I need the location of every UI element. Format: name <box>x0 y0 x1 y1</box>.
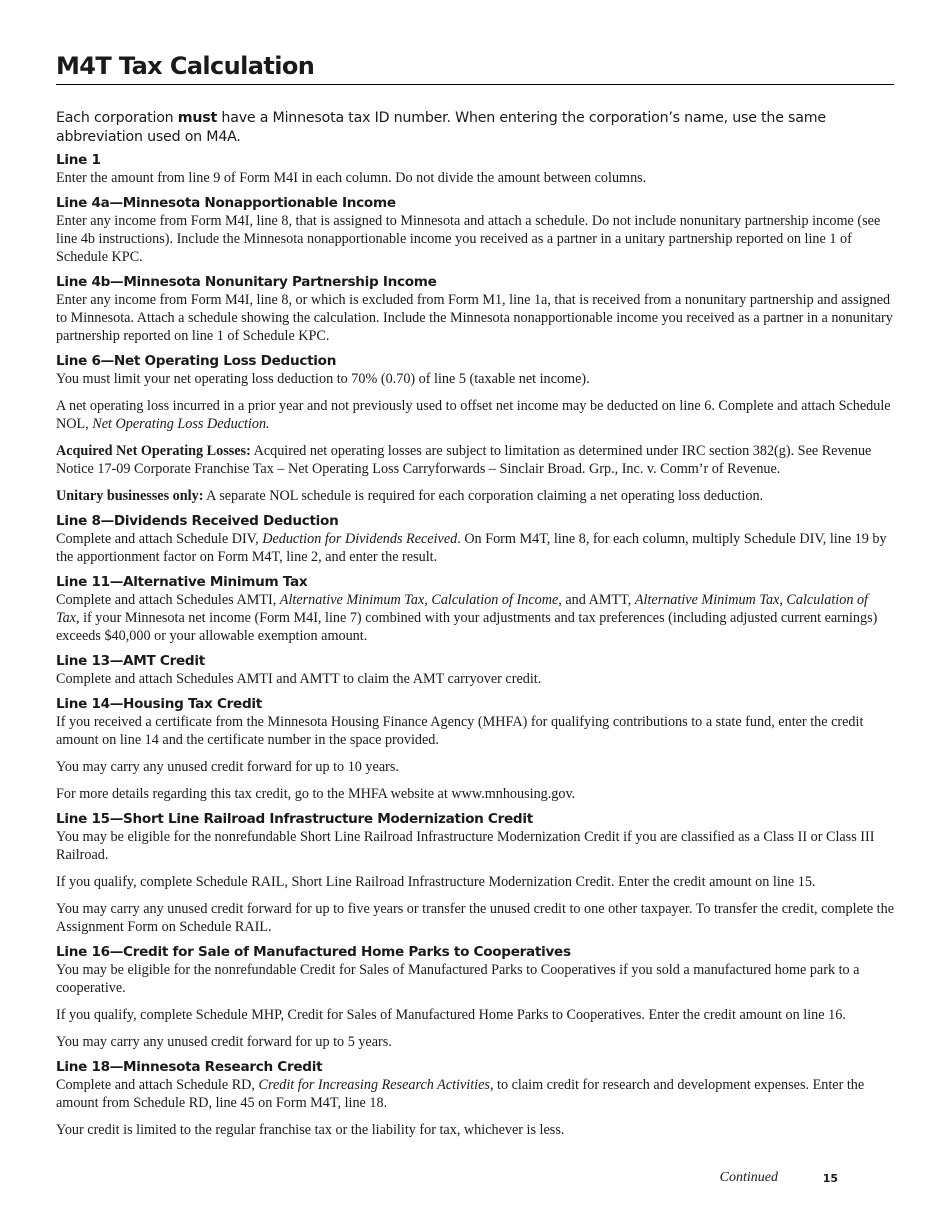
text-run: You must limit your net operating loss deduction to 70% (0.70) of line 5 (taxable net income). <box>56 371 590 387</box>
section-heading: Line 14—Housing Tax Credit <box>56 696 262 712</box>
section-paragraph <box>56 212 894 266</box>
section <box>56 1058 894 1139</box>
section <box>56 194 894 266</box>
section <box>56 573 894 645</box>
text-run: Complete and attach Schedule DIV, <box>56 531 263 547</box>
text-run: , to claim credit for research and development expenses. Enter the amount from Schedule RD, line 45 on Form M4T, line 18. <box>56 1077 865 1111</box>
section-heading: Line 16—Credit for Sale of Manufactured Home Parks to Cooperatives <box>56 944 571 960</box>
page-title: M4T Tax Calculation <box>56 52 894 85</box>
section-paragraph <box>56 291 894 345</box>
section <box>56 273 894 345</box>
section-paragraph <box>56 1076 894 1112</box>
section-paragraph <box>56 873 894 891</box>
page <box>56 0 894 1139</box>
section-paragraph <box>56 442 894 478</box>
bold-run: Unitary businesses only: <box>56 488 204 504</box>
section-paragraph <box>56 370 894 388</box>
bold-run: Acquired Net Operating Losses: <box>56 443 251 459</box>
text-run: Acquired net operating losses are subject to limitation as determined under IRC section 382(g). See Revenue Notice 17-09 Corporate Franchise Tax – Net Operating Loss Carryforwards – Sinclair Broad. Grp., Inc. v. Comm’r of Revenue. <box>56 443 872 477</box>
italic-run: Alternative Minimum Tax, Calculation of Income, <box>279 592 562 608</box>
text-run: Enter any income from Form M4I, line 8, that is assigned to Minnesota and attach a schedule. Do not include nonunitary partnership income (see line 4b instructions). Include the Minnesota nonapportionable income you received as a partner in a unitary partnership reported on line 1 of Schedule KPC. <box>56 213 881 265</box>
intro-text: Each corporation <box>56 110 178 126</box>
section-heading: Line 6—Net Operating Loss Deduction <box>56 353 337 369</box>
text-run: Complete and attach Schedule RD, <box>56 1077 259 1093</box>
instruction-sections <box>56 151 894 1139</box>
section <box>56 352 894 505</box>
text-run: You may be eligible for the nonrefundable Credit for Sales of Manufactured Parks to Cooperatives if you sold a manufactured home park to a cooperative. <box>56 962 860 996</box>
section-heading: Line 15—Short Line Railroad Infrastructure Modernization Credit <box>56 811 533 827</box>
section-paragraph <box>56 900 894 936</box>
section-paragraph <box>56 530 894 566</box>
section-heading: Line 4a—Minnesota Nonapportionable Income <box>56 195 396 211</box>
text-run: A net operating loss incurred in a prior year and not previously used to offset net income may be deducted on line 6. Complete and attach Schedule NOL, <box>56 398 891 432</box>
italic-run: Net Operating Loss Deduction. <box>92 416 270 432</box>
section <box>56 943 894 1051</box>
text-run: You may carry any unused credit forward for up to 10 years. <box>56 759 399 775</box>
continued-label: Continued <box>719 1170 778 1185</box>
section-paragraph <box>56 397 894 433</box>
text-run: and AMTT, <box>561 592 635 608</box>
text-run: If you received a certificate from the Minnesota Housing Finance Agency (MHFA) for qualifying contributions to a state fund, enter the credit amount on line 14 and the certificate number in the space provided. <box>56 714 864 748</box>
section <box>56 512 894 566</box>
section-paragraph <box>56 758 894 776</box>
section-paragraph <box>56 828 894 864</box>
text-run: Complete and attach Schedules AMTI, <box>56 592 280 608</box>
italic-run: Alternative Minimum Tax, Calculation of Tax, <box>56 592 869 626</box>
text-run: if your Minnesota net income (Form M4I, line 7) combined with your adjustments and tax preferences (including adjusted current earnings) exceeds $40,000 or your allowable exemption amount. <box>56 610 878 644</box>
intro-paragraph <box>56 109 894 147</box>
section <box>56 151 894 187</box>
section-heading: Line 18—Minnesota Research Credit <box>56 1059 323 1075</box>
page-number: 15 <box>822 1172 838 1185</box>
section-paragraph <box>56 1006 894 1024</box>
intro-emphasis: must <box>177 110 218 126</box>
text-run: Enter any income from Form M4I, line 8, or which is excluded from Form M1, line 1a, that is received from a nonunitary partnership and assigned to Minnesota. Attach a schedule showing the calculation. Include the Minnesota nonapportionable income you received as a partner in a nonunitary partnership reported on line 1 of Schedule KPC. <box>56 292 893 344</box>
section-paragraph <box>56 591 894 645</box>
section-paragraph <box>56 713 894 749</box>
text-run: Your credit is limited to the regular franchise tax or the liability for tax, whichever is less. <box>56 1122 565 1138</box>
section-heading: Line 11—Alternative Minimum Tax <box>56 574 308 590</box>
section <box>56 810 894 936</box>
intro-text-rest: have a Minnesota tax ID number. When entering the corporation’s name, use the same abbreviation used on M4A. <box>56 110 826 145</box>
section-paragraph <box>56 1033 894 1051</box>
section-paragraph <box>56 961 894 997</box>
section <box>56 652 894 688</box>
section <box>56 695 894 803</box>
section-heading: Line 8—Dividends Received Deduction <box>56 513 339 529</box>
section-paragraph <box>56 785 894 803</box>
section-paragraph <box>56 169 894 187</box>
text-run: You may be eligible for the nonrefundable Short Line Railroad Infrastructure Modernization Credit if you are classified as a Class II or Class III Railroad. <box>56 829 875 863</box>
text-run: . On Form M4T, line 8, for each column, multiply Schedule DIV, line 19 by the apportionment factor on Form M4T, line 2, and enter the result. <box>56 531 887 565</box>
section-paragraph <box>56 1121 894 1139</box>
text-run: For more details regarding this tax credit, go to the MHFA website at www.mnhousing.gov. <box>56 786 576 802</box>
text-run: If you qualify, complete Schedule RAIL, Short Line Railroad Infrastructure Modernization Credit. Enter the credit amount on line 15. <box>56 874 816 890</box>
text-run: Enter the amount from line 9 of Form M4I in each column. Do not divide the amount between columns. <box>56 170 647 186</box>
section-paragraph <box>56 487 894 505</box>
section-heading: Line 1 <box>56 152 101 168</box>
section-heading: Line 4b—Minnesota Nonunitary Partnership Income <box>56 274 437 290</box>
section-heading: Line 13—AMT Credit <box>56 653 205 669</box>
italic-run: Credit for Increasing Research Activities <box>258 1077 490 1093</box>
text-run: If you qualify, complete Schedule MHP, Credit for Sales of Manufactured Home Parks to Cooperatives. Enter the credit amount on line 16. <box>56 1007 846 1023</box>
text-run: Complete and attach Schedules AMTI and AMTT to claim the AMT carryover credit. <box>56 671 542 687</box>
text-run: You may carry any unused credit forward for up to five years or transfer the unused credit to one other taxpayer. To transfer the credit, complete the Assignment Form on Schedule RAIL. <box>56 901 895 935</box>
section-paragraph <box>56 670 894 688</box>
italic-run: Deduction for Dividends Received <box>262 531 458 547</box>
text-run: You may carry any unused credit forward for up to 5 years. <box>56 1034 392 1050</box>
text-run: A separate NOL schedule is required for each corporation claiming a net operating loss deduction. <box>203 488 764 504</box>
